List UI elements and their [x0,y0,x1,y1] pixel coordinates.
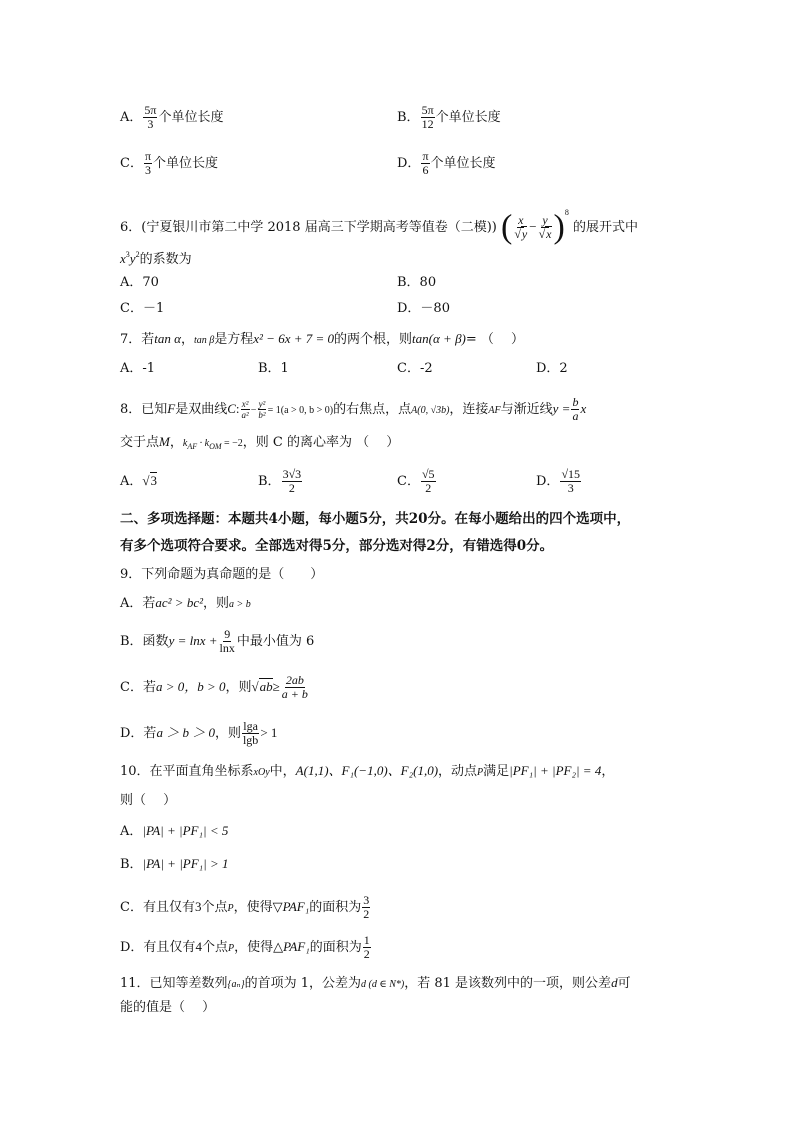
variable-M: M [159,434,170,449]
section-heading-line2: 有多个选项符合要求。全部选对得5分，部分选对得2分，有错选得0分。 [120,538,554,554]
question-text: = （ ） [465,332,525,347]
option-label: A． [120,824,143,839]
question-text-tail: 的展开式中 [572,220,638,235]
q10-option-c[interactable] [120,894,371,921]
option-text: ，使得 [234,940,274,955]
q9-stem: 9．下列命题为真命题的是（ ） [120,567,324,582]
option-text: ，则 [225,680,252,695]
option-text: 个单位长度 [153,156,219,171]
denominator: lnx [219,641,235,655]
math-expr: y = lnx + [168,633,218,648]
variable-x: x [580,401,587,416]
question-text: 6．(宁夏银川市第二中学 2018 届高三下学期高考等值卷（二模)) [120,220,497,235]
q8-option-c[interactable] [397,468,437,495]
q10-line2: 则（ ） [120,793,177,808]
q9-option-c[interactable] [120,674,310,701]
fraction [281,674,309,701]
denominator: 3 [144,163,151,177]
question-text: 7．若 [120,332,155,347]
denominator: 3 [147,117,154,131]
question-text: 的两个根，则 [334,332,413,347]
point-A: A(0, √3b) [411,405,450,416]
option-text: A．70 [120,275,159,290]
q6-option-d[interactable] [397,300,450,318]
q5-option-b[interactable] [397,104,501,131]
denominator: √y [514,227,528,241]
fraction [363,934,371,961]
question-text: 满足 [483,764,510,779]
math-expr: ac² > bc² [155,595,203,610]
question-text: 中， [269,764,296,779]
option-label: B． [120,857,143,872]
question-text: 的系数为 [139,252,192,267]
math-expr: a ＞ b ＞ 0 [156,725,215,740]
equation-tail: = 1(a > 0, b > 0) [267,405,334,416]
q6-stem [120,204,638,246]
numerator: π [422,149,429,163]
math-expr: = −2 [221,438,243,449]
sqrt-sign: √ [251,679,259,694]
math-expr: |PA| + |PF₁| > 1 [142,856,229,871]
variable-d: d [611,975,618,990]
points: A(1,1)、F₁(−1,0)、F₂(1,0) [295,763,439,778]
option-label: D．有且仅有 [120,940,196,955]
q8-option-b[interactable] [258,468,303,495]
fraction [421,468,436,495]
option-label: B． [258,474,281,489]
numerator: √15 [561,467,581,481]
option-text: 个单位长度 [435,110,501,125]
fraction-y2-b2 [257,399,266,420]
q10-option-b[interactable] [120,855,229,874]
fraction [143,104,157,131]
option-label: C．若 [120,680,156,695]
right-paren: ) [553,208,565,246]
fraction-b-a [571,396,579,423]
option-text: 个单位长度 [158,110,224,125]
colon: : [235,401,240,416]
question-text: 是双曲线 [175,402,228,417]
variable-P: P [227,943,235,954]
numerator: √5 [421,467,435,481]
q8-line2 [120,433,399,456]
question-text: ，若 81 是该数列中的一项，则公差 [404,976,612,991]
triangle: △PAF₁ [273,939,310,954]
numerator: y² [258,399,266,409]
number: 3 [194,899,202,914]
option-text: 个点 [201,940,228,955]
math-expr: a > 0，b > 0 [155,679,226,694]
numerator: lga [243,719,258,733]
left-paren: ( [500,208,513,246]
numerator: b [572,395,579,409]
q9-option-a[interactable] [120,594,251,614]
triangle: ▽PAF₁ [272,899,310,914]
denominator: 2 [288,481,295,495]
q5-option-d[interactable] [397,150,496,177]
segment-AF: AF [488,405,501,416]
question-text: 10．在平面直角坐标系 [120,764,254,779]
exponent: 8 [564,208,569,217]
radicand: 3 [150,473,158,488]
numerator: 9 [224,627,231,641]
math-expr: y = [552,401,571,416]
math-expr: > 1 [260,725,278,740]
option-label: A． [120,110,143,125]
variable-F: F [167,401,176,416]
denominator: 6 [422,163,429,177]
option-text: ，使得 [233,900,273,915]
numerator: x² [241,399,249,409]
denominator: a + b [281,687,308,701]
minus-sign: − [529,219,537,234]
math-expr: · k [197,438,210,449]
denominator: 2 [363,947,370,961]
exponent: 2 [135,250,140,259]
fraction [144,150,152,177]
q10-option-a[interactable] [120,822,228,841]
variable-C: C [227,401,236,416]
fraction-x2-a2 [241,399,250,420]
separator: ， [169,435,183,450]
radicand: y [521,227,528,241]
numerator: 1 [363,933,370,947]
q11-stem [120,974,631,994]
radicand: x [546,227,552,241]
q8-option-a[interactable] [120,472,157,491]
variable-P: P [227,903,234,914]
question-text: 的右焦点，点 [333,402,412,417]
sqrt-sign: √ [142,473,150,488]
math-expr: xOy [253,767,270,778]
variable-y: y [129,251,136,266]
option-text: 的面积为 [309,900,362,915]
question-text: ，连接 [449,402,489,417]
question-text: ，则 C 的离心率为 （ ） [242,435,400,450]
option-text: B．1 [258,361,289,376]
question-text: ，动点 [438,764,478,779]
q6-option-b[interactable] [397,274,436,292]
q6-option-c[interactable] [120,300,164,318]
option-label: B．函数 [120,634,169,649]
denominator: lgb [242,733,259,747]
q8-option-d[interactable] [536,468,582,495]
q5-option-a[interactable] [120,104,223,131]
numerator: 2ab [285,673,304,687]
option-text: C．-2 [397,361,433,376]
numerator: x [518,213,524,227]
q8-stem: 8．已知F是双曲线C: $\frac{\text{x²}}{\text{a²}}$ − $\frac{\text{y²}}{\text{b²}}$ = 1(a > 0, b > 0)的右焦点，点A(0, √3b)，连接AF与渐近线y = $\frac{b}{a}$ x [120,395,587,423]
q7-option-d[interactable] [536,360,568,378]
q10-option-d[interactable] [120,934,372,961]
condition: |PF₁| + |PF₂| = 4 [509,763,602,778]
variable-P: P [477,767,484,778]
math-expr: tan α [154,331,181,346]
q7-option-a[interactable] [120,360,155,378]
radicand: ab [259,679,273,694]
fraction-x-sqrty [513,214,528,241]
option-label: D．若 [120,726,157,741]
option-text: D．2 [536,361,568,376]
denominator: 3 [567,481,574,495]
math-expr: a > b [229,599,251,610]
subscript: AF [187,442,198,451]
denominator: 2 [425,481,432,495]
option-label: A．若 [120,596,156,611]
fraction [560,468,581,495]
option-text: B．80 [397,275,437,290]
q10-stem [120,762,614,782]
q9-option-b[interactable] [120,628,314,655]
question-text: 的首项为 1，公差为 [244,976,362,991]
option-text: ，则 [214,726,241,741]
q7-option-c[interactable] [397,360,433,378]
numerator: y [542,213,548,227]
math-expr: k [182,438,188,449]
denominator: b² [258,410,266,420]
option-text: 中最小值为 6 [236,634,315,649]
variable-x: x [120,251,126,266]
option-text: 个单位长度 [430,156,496,171]
fraction-y-sqrtx [538,214,553,241]
section-heading-line1: 二、多项选择题：本题共4小题，每小题5分，共20分。在每小题给出的四个选项中， [120,511,631,527]
fraction [219,628,236,655]
separator: ， [601,764,615,779]
numerator: 5π [421,103,434,117]
option-label: B． [397,110,420,125]
question-text: 是方程 [214,332,254,347]
question-text: 与渐近线 [500,402,553,417]
q7-stem [120,330,524,350]
fraction [242,720,259,747]
equation: x² − 6x + 7 = 0 [253,331,335,346]
fraction [421,150,429,177]
option-label: D． [397,156,421,171]
denominator: a [572,409,579,423]
question-text: 可 [617,976,631,991]
option-label: C． [120,156,143,171]
q6-line2 [120,246,192,269]
q9-option-d[interactable] [120,720,277,747]
denominator: 2 [363,907,370,921]
option-label: C． [397,474,420,489]
q6-option-a[interactable] [120,274,159,292]
number: 4 [195,939,202,954]
fraction [362,894,370,921]
subscript: OM [209,442,222,451]
math-expr: tan(α + β) [412,331,466,346]
q11-line2: 能的值是（ ） [120,1000,216,1015]
relation: ≥ [272,679,280,694]
option-label: A． [120,474,143,489]
fraction [421,104,435,131]
separator: ， [180,332,194,347]
option-text: C．－1 [120,301,165,316]
numerator: π [144,149,152,163]
option-text: A．-1 [120,361,156,376]
q7-option-b[interactable] [258,360,289,378]
numerator: 3√3 [282,467,302,481]
numerator: 5π [144,103,157,117]
option-text: ，则 [203,596,230,611]
option-text: 个点 [201,900,228,915]
math-expr: d (d ∈ N*) [361,979,405,990]
denominator: √x [538,227,552,241]
math-expr: tan β [193,335,215,346]
exponent: 3 [125,250,130,259]
numerator: 3 [363,893,370,907]
question-text: 8．已知 [120,402,168,417]
option-label: D． [536,474,560,489]
math-expr: |PA| + |PF₁| < 5 [142,823,229,838]
denominator: a² [241,410,249,420]
option-text: 的面积为 [309,940,362,955]
denominator: 12 [421,117,434,131]
fraction [282,468,303,495]
sequence: {aₙ} [227,979,245,990]
question-text: 11．已知等差数列 [120,976,228,991]
question-text: 交于点 [120,435,160,450]
option-label: C．有且仅有 [120,900,195,915]
q5-option-c[interactable] [120,150,218,177]
option-text: D．－80 [397,301,450,316]
